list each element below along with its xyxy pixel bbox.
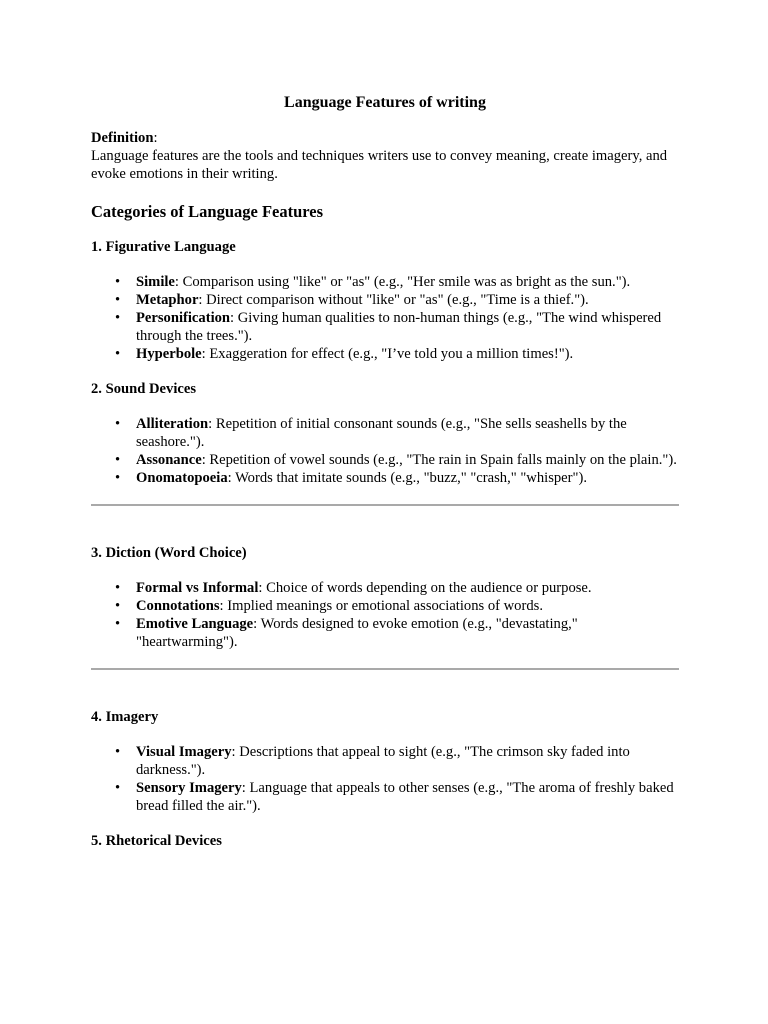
term-description: : Direct comparison without "like" or "as" (e.g., "Time is a thief.").	[198, 292, 589, 308]
document-content	[91, 93, 679, 867]
definition-label: Definition	[91, 130, 154, 146]
term: Sensory Imagery	[136, 780, 242, 796]
list-item	[115, 415, 679, 451]
term: Emotive Language	[136, 616, 254, 632]
term: Onomatopoeia	[136, 470, 228, 486]
diction-list	[91, 579, 679, 651]
list-item	[115, 309, 679, 345]
definition-label-line	[91, 129, 679, 147]
bullet: •	[115, 598, 121, 614]
bullet: •	[115, 616, 121, 632]
term: Hyperbole	[136, 346, 202, 362]
list-item	[115, 579, 679, 597]
term: Connotations	[136, 598, 220, 614]
term: Assonance	[136, 452, 202, 468]
bullet: •	[115, 274, 121, 290]
horizontal-divider	[91, 504, 679, 506]
horizontal-divider	[91, 668, 679, 670]
section-heading-imagery: 4. Imagery	[91, 709, 159, 725]
term: Alliteration	[136, 416, 209, 432]
imagery-list	[91, 743, 679, 815]
term-description: : Descriptions that appeal to sight (e.g., "The crimson sky faded into darkness.").	[136, 744, 630, 778]
term-description: : Choice of words depending on the audience or purpose.	[258, 580, 592, 596]
figurative-language-list	[91, 273, 679, 363]
term-description: : Giving human qualities to non-human things (e.g., "The wind whispered through the trees.").	[136, 310, 662, 344]
section-heading-sound-devices: 2. Sound Devices	[91, 381, 197, 397]
term-description: : Implied meanings or emotional associations of words.	[219, 598, 543, 614]
categories-heading: Categories of Language Features	[91, 202, 324, 221]
term-description: : Words designed to evoke emotion (e.g., "devastating," "heartwarming").	[136, 616, 578, 650]
term: Formal vs Informal	[136, 580, 259, 596]
bullet: •	[115, 310, 121, 326]
definition-colon: :	[153, 130, 158, 146]
section-heading-diction: 3. Diction (Word Choice)	[91, 545, 247, 561]
sound-devices-list	[91, 415, 679, 487]
term: Personification	[136, 310, 231, 326]
definition-text: Language features are the tools and techniques writers use to convey meaning, create imagery, and evoke emotions in their writing.	[91, 148, 668, 182]
term-description: : Exaggeration for effect (e.g., "I’ve told you a million times!").	[201, 346, 574, 362]
definition-block	[91, 129, 679, 183]
list-item	[115, 743, 679, 779]
term-description: : Comparison using "like" or "as" (e.g., "Her smile was as bright as the sun.").	[174, 274, 631, 290]
document-title: Language Features of writing	[284, 94, 486, 111]
list-item	[115, 451, 679, 469]
list-item	[115, 615, 679, 651]
list-item	[115, 273, 679, 291]
term-description: : Repetition of vowel sounds (e.g., "The rain in Spain falls mainly on the plain.").	[201, 452, 677, 468]
bullet: •	[115, 744, 121, 760]
bullet: •	[115, 346, 121, 362]
list-item	[115, 291, 679, 309]
term: Simile	[136, 274, 175, 290]
bullet: •	[115, 292, 121, 308]
term-description: : Language that appeals to other senses (e.g., "The aroma of freshly baked bread filled the air.").	[136, 780, 674, 814]
bullet: •	[115, 780, 121, 796]
term: Visual Imagery	[136, 744, 232, 760]
term: Metaphor	[136, 292, 199, 308]
list-item	[115, 469, 679, 487]
section-heading-figurative-language: 1. Figurative Language	[91, 239, 236, 255]
section-heading-rhetorical-devices: 5. Rhetorical Devices	[91, 833, 222, 849]
bullet: •	[115, 416, 121, 432]
bullet: •	[115, 452, 121, 468]
list-item	[115, 345, 679, 363]
list-item	[115, 597, 679, 615]
term-description: : Words that imitate sounds (e.g., "buzz," "crash," "whisper").	[227, 470, 587, 486]
bullet: •	[115, 580, 121, 596]
list-item	[115, 779, 679, 815]
term-description: : Repetition of initial consonant sounds (e.g., "She sells seashells by the seashore.").	[136, 416, 627, 450]
bullet: •	[115, 470, 121, 486]
